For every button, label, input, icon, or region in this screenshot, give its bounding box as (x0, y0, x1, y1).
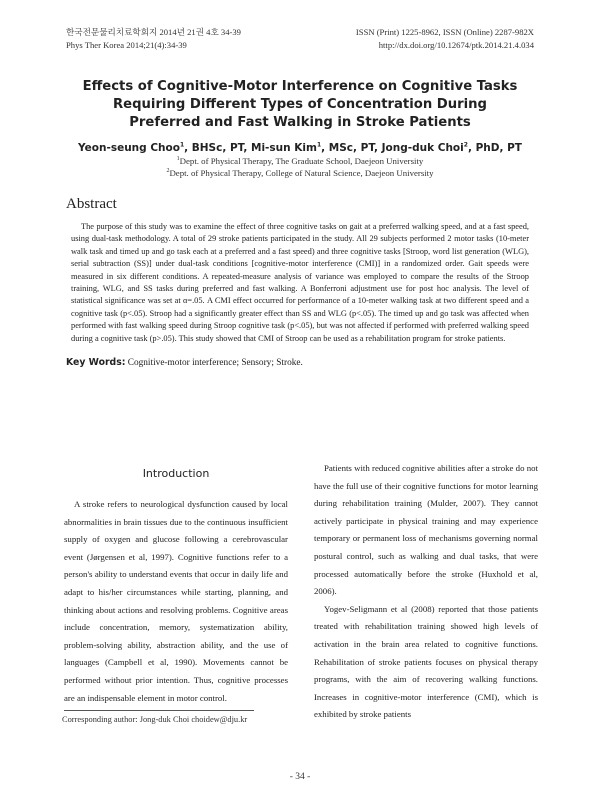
page-number: - 34 - (289, 772, 311, 782)
title-line-2: Requiring Different Types of Concentration During (113, 97, 487, 112)
left-column (64, 460, 288, 724)
affiliation-1 (66, 155, 534, 167)
author-3-degrees: , PhD, PT (467, 142, 522, 154)
title-line-1: Effects of Cognitive-Motor Interference on Cognitive Tasks (82, 79, 518, 94)
author-1: Yeon-seung Choo (78, 142, 180, 154)
abstract-heading: Abstract (66, 196, 117, 212)
paper-title (66, 78, 534, 132)
issn-line: ISSN (Print) 1225-8962, ISSN (Online) 2287-982X (355, 27, 534, 37)
author-3: , MSc, PT, Jong-duk Choi (321, 142, 464, 154)
intro-paragraph-1: A stroke refers to neurological dysfunction caused by local abnormalities in brain tissues due to the continuous insufficient supply of oxygen and glucose following a cerebrovascular event (Jørgensen et al, 1997). Cognitive functions refer to a person's ability to understand events that occur in daily life and adapt to his/her circumstances while starting, planning, and thinking about actions and resolving problems. Cognitive areas include concentration, memory, systematization ability, problem-solving ability, abstraction ability, and the use of languages (Campbell et al, 1990). Movements cannot be performed without prior intention. Thus, cognitive processes are an indispensable element in motor control. (64, 499, 288, 703)
affiliation-1-text: Dept. of Physical Therapy, The Graduate School, Daejeon University (179, 156, 424, 166)
author-list (66, 141, 534, 155)
title-line-3: Preferred and Fast Walking in Stroke Patients (129, 115, 471, 130)
author-2-mark: 1 (316, 141, 322, 149)
abstract-body: The purpose of this study was to examine the effect of three cognitive tasks on gait at a preferred walking speed, and at a fast speed, using dual-task methodology. A total of 29 stroke patients participated in the study. All 29 subjects performed 2 motor tasks (10-meter walk task and timed up and go task each at a preferred and a fast speed) and three cognitive tasks [Stroop, word list generation (WLG), serial subtraction (SS)] under dual-task conditions [cognitive-motor interference (CMI)] in a randomized order. Gait speeds were measured in six different conditions. A repeated-measure analysis of variance was employed to compare the results of the Stroop training, WLG, and SS tasks during preferred and fast walking. A Bonferroni adjustment use for post hoc analysis. The level of statistical significance was set at α=.05. A CMI effect occurred for performance of a 10-meter walking task at two different speed and a cognitive task (p<.05). Stroop had a significantly greater effect than SS and WLG (p<.05). The timed up and go task was affected when performed with fast walking speed during Stroop cognitive task (p<.05), but was not affected if performed with preferred walking speed during a cognitive task (p>.05). This study showed that CMI of Stroop can be used as a rehabilitation program for stroke patients. (71, 222, 529, 343)
footnote-divider (64, 710, 254, 711)
intro-paragraph-3: Yogev-Seligmann et al (2008) reported that those patients treated with rehabilitation training showed high levels of activation in the brain area related to cognitive functions. Rehabilitation of stroke patients focuses on physical therapy programs, with the aim of recovering walking functions. Increases in cognitive-motor interference (CMI), which is exhibited by stroke patients (314, 603, 538, 720)
intro-paragraph-2: Patients with reduced cognitive abilities after a stroke do not have the full use of their cognitive functions for motor learning during rehabilitation training (Mulder, 2007). They cannot actively participate in physical training and may experience temporary or permanent loss of mechanisms governing normal postural control, such as walking and dual tasks, that were processed automatically before the stroke (Huxhold et al, 2006). (314, 463, 538, 597)
keywords-text: Cognitive-motor interference; Sensory; Stroke. (125, 358, 303, 369)
right-column (314, 460, 538, 724)
running-header (66, 26, 534, 39)
running-header-line2 (66, 39, 534, 52)
keywords (66, 357, 534, 369)
affiliation-2-text: Dept. of Physical Therapy, College of Natural Science, Daejeon University (169, 168, 434, 178)
author-1-mark: 1 (179, 141, 185, 149)
body-columns (64, 460, 538, 724)
affiliation-2-mark: 2 (166, 168, 170, 175)
doi-link[interactable]: http://dx.doi.org/10.12674/ptk.2014.21.4.034 (378, 40, 534, 50)
journal-korean-citation: 한국전문물리치료학회지 2014년 21권 4호 34-39 (66, 27, 241, 37)
keywords-label: Key Words: (66, 357, 126, 369)
author-2: , BHSc, PT, Mi-sun Kim (184, 142, 317, 154)
affiliation-2 (66, 167, 534, 179)
affiliation-1-mark: 1 (176, 156, 180, 163)
journal-citation: Phys Ther Korea 2014;21(4):34-39 (66, 40, 187, 50)
author-3-mark: 2 (463, 141, 468, 149)
introduction-heading: Introduction (142, 467, 210, 480)
corresponding-author-footnote: Corresponding author: Jong-duk Choi choidew@dju.kr (62, 715, 248, 724)
